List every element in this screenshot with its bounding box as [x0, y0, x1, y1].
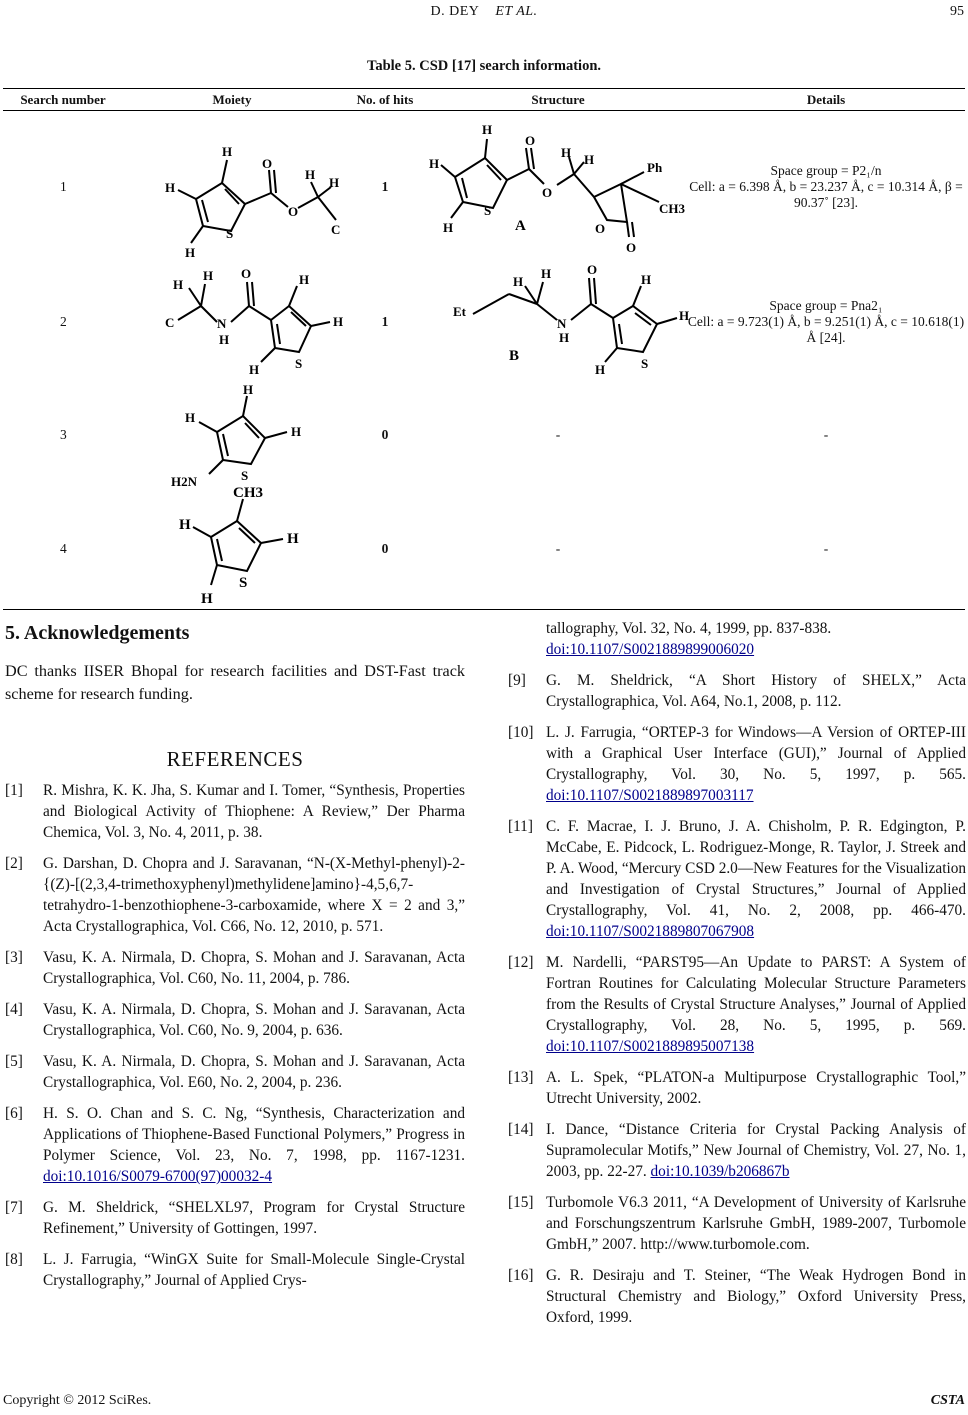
details: - — [823, 540, 829, 556]
svg-text:H: H — [299, 272, 310, 287]
search-number: 1 — [60, 178, 67, 194]
search-number: 2 — [60, 314, 67, 329]
details: Space group = Pna2₁ Cell: a = 9.723(1) Å, b = 9.251(1) Å, c = 10.618(1) Å [24]. — [687, 298, 965, 345]
svg-text:S: S — [484, 202, 492, 218]
svg-text:S: S — [641, 356, 649, 371]
reference-text: Vasu, K. A. Nirmala, D. Chopra, S. Mohan and J. Saravanan, Acta Crystallographica, Vol. C60, No. 9, 2004, p. 636. — [43, 1001, 465, 1039]
reference-item — [5, 1197, 465, 1239]
reference-text: G. Darshan, D. Chopra and J. Saravanan, “N-(X-Methyl-phenyl)-2-{(Z)-[(2,3,4-trimethoxyphenyl)methylidene]amino}-4,5,6,7-tetrahydro-1-benzothiophene-3-carboxamide, where X = 2 and 3,” Acta Crystallographica, Vol. C66, No. 12, 2010, p. 571. — [43, 855, 465, 935]
details: - — [823, 427, 829, 442]
doi-link[interactable]: doi:10.1016/S0079-6700(97)00032-4 — [43, 1168, 273, 1185]
references-heading: REFERENCES — [166, 747, 304, 771]
svg-text:H: H — [165, 179, 176, 195]
reference-text: M. Nardelli, “PARST95—An Update to PARST: A System of Fortran Routines for Calculating Molecular Structure Parameters from the Results of Crystal Structure Analyses,” Journal of Applied Crystallography, Vol. 28, No. 5, 1995, p. 569. — [546, 954, 966, 1034]
running-head: D. DEY ET AL. — [430, 4, 538, 19]
svg-text:C: C — [331, 221, 341, 237]
moiety-3-structure — [123, 382, 341, 488]
svg-text:O: O — [587, 262, 598, 277]
moiety-4-structure — [123, 484, 341, 609]
reference-text: tallography, Vol. 32, No. 4, 1999, pp. 837-838. — [546, 620, 832, 637]
reference-item — [508, 722, 966, 806]
svg-text:H: H — [561, 144, 572, 160]
reference-number: [15] — [508, 1194, 534, 1211]
svg-text:H: H — [333, 314, 344, 329]
reference-number: [5] — [5, 1053, 23, 1070]
reference-number: [7] — [5, 1199, 23, 1216]
col-header-moiety: Moiety — [212, 91, 252, 107]
reference-item — [508, 670, 966, 712]
reference-number: [1] — [5, 782, 23, 799]
reference-item — [5, 999, 465, 1041]
page-number: 95 — [950, 4, 964, 19]
svg-text:H: H — [203, 268, 214, 283]
reference-item — [5, 947, 465, 989]
reference-number: [6] — [5, 1105, 23, 1122]
structure-A — [429, 112, 687, 262]
svg-text:H: H — [222, 143, 233, 159]
journal-abbrev: CSTA — [930, 1393, 965, 1408]
doi-link[interactable]: doi:10.1039/b206867b — [650, 1163, 790, 1180]
reference-item — [546, 618, 966, 660]
structure-cell: - — [555, 427, 561, 442]
col-header-structure: Structure — [531, 91, 585, 107]
structure-cell: - — [555, 540, 561, 556]
reference-text: G. R. Desiraju and T. Steiner, “The Weak Hydrogen Bond in Structural Chemistry and Biology,” Oxford University Press, Oxford, 1999. — [546, 1267, 966, 1326]
right-column — [508, 618, 966, 1338]
label-CH3-moiety: CH3 — [233, 484, 263, 501]
moiety-1-structure — [123, 112, 341, 262]
reference-number: [14] — [508, 1121, 534, 1138]
reference-text: A. L. Spek, “PLATON-a Multipurpose Crystallographic Tool,” Utrecht University, 2002. — [546, 1069, 966, 1107]
svg-text:H: H — [291, 424, 302, 439]
search-number: 4 — [60, 540, 67, 556]
label-A: A — [515, 217, 526, 234]
reference-number: [2] — [5, 855, 23, 872]
reference-item — [508, 952, 966, 1057]
reference-item — [5, 853, 465, 937]
table-caption: Table 5. CSD [17] search information. — [366, 58, 602, 74]
svg-text:H: H — [185, 244, 196, 260]
svg-text:H: H — [443, 219, 454, 235]
svg-text:H: H — [185, 410, 196, 425]
svg-text:H: H — [513, 274, 524, 289]
reference-text: G. M. Sheldrick, “SHELXL97, Program for Crystal Structure Refinement,” University of Gottingen, 1997. — [43, 1199, 465, 1237]
search-number: 3 — [60, 427, 67, 442]
svg-text:O: O — [626, 239, 637, 255]
hits-count: 1 — [381, 314, 389, 329]
svg-text:O: O — [288, 203, 299, 219]
reference-text: Vasu, K. A. Nirmala, D. Chopra, S. Mohan and J. Saravanan, Acta Crystallographica, Vol. E60, No. 2, 2004, p. 236. — [43, 1053, 465, 1091]
reference-item — [508, 1192, 966, 1255]
doi-link[interactable]: doi:10.1107/S0021889897003117 — [546, 787, 754, 804]
structure-image — [429, 262, 690, 382]
reference-number: [16] — [508, 1267, 534, 1284]
svg-text:H: H — [595, 362, 606, 377]
label-Ph: Ph — [647, 159, 663, 175]
structure-image — [429, 112, 687, 262]
moiety-image — [123, 484, 341, 609]
ack-text: DC thanks IISER Bhopal for research facilities and DST-Fast track scheme for research funding. — [5, 662, 465, 703]
hits-count: 1 — [381, 178, 389, 194]
reference-text: H. S. O. Chan and S. C. Ng, “Synthesis, Characterization and Applications of Thiophene-Based Functional Polymers,” Progress in Polymer Science, Vol. 23, No. 7, 1998, pp. 1167-1231. — [43, 1105, 465, 1164]
reference-number: [9] — [508, 672, 526, 689]
reference-number: [12] — [508, 954, 534, 971]
table-row — [3, 484, 965, 610]
reference-number: [10] — [508, 724, 534, 741]
page-footer — [3, 1393, 965, 1409]
reference-text: Vasu, K. A. Nirmala, D. Chopra, S. Mohan and J. Saravanan, Acta Crystallographica, Vol. C60, No. 11, 2004, p. 786. — [43, 949, 465, 987]
reference-item — [508, 1067, 966, 1109]
table-row — [3, 111, 965, 262]
reference-text: I. Dance, “Distance Criteria for Crystal Packing Analysis of Supramolecular Motifs,” New Journal of Chemistry, Vol. 27, No. 1, 2003, pp. 22-27. — [546, 1121, 966, 1180]
label-Et: Et — [453, 304, 466, 319]
col-header-details: Details — [806, 91, 846, 107]
table-header-row — [3, 88, 965, 111]
svg-text:H: H — [305, 166, 316, 182]
svg-text:N: N — [557, 316, 567, 331]
col-header-search-number: Search number — [20, 91, 106, 107]
svg-text:N: N — [217, 316, 227, 331]
svg-text:H: H — [641, 272, 652, 287]
moiety-image — [123, 262, 344, 382]
svg-text:C: C — [165, 315, 175, 330]
copyright: Copyright © 2012 SciRes. — [3, 1393, 152, 1408]
label-H2N: H2N — [171, 474, 197, 489]
moiety-image — [123, 112, 341, 262]
reference-text: Turbomole V6.3 2011, “A Development of University of Karlsruhe and Forschungszentrum Karlsruhe GmbH, 1989-2007, Turbomole GmbH,” 2007. http://www.turbomole.com. — [546, 1194, 966, 1253]
reference-text: R. Mishra, K. K. Jha, S. Kumar and I. Tomer, “Synthesis, Properties and Biological Activity of Thiophene: A Review,” Der Pharma Chemica, Vol. 3, No. 4, 2011, p. 38. — [43, 782, 465, 841]
reference-text: C. F. Macrae, I. J. Bruno, J. A. Chisholm, P. R. Edgington, P. McCabe, E. Pidcock, L. Rodriguez-Monge, R. Taylor, J. Streek and P. A. Wood, “Mercury CSD 2.0—New Features for the Visualization and Investigation of Crystal Structures,” Journal of Applied Crystallography, Vol. 41, No. 2, 2008, pp. 466-470. — [546, 818, 967, 919]
details: Space group = P2₁/n Cell: a = 6.398 Å, b = 23.237 Å, c = 10.314 Å, β = 90.37˚ [23]. — [689, 162, 963, 210]
reference-number: [11] — [508, 818, 533, 835]
doi-link[interactable]: doi:10.1107/S0021889895007138 — [546, 1038, 755, 1055]
reference-text: G. M. Sheldrick, “A Short History of SHELX,” Acta Crystallographica, Vol. A64, No.1, 2008, p. 112. — [546, 672, 966, 710]
reference-item — [508, 816, 966, 942]
svg-text:O: O — [241, 266, 252, 281]
doi-link[interactable]: doi:10.1107/S0021889807067908 — [546, 923, 755, 940]
svg-text:H: H — [482, 121, 493, 137]
csd-search-table — [3, 88, 965, 610]
structure-B — [429, 262, 690, 382]
reference-item — [508, 1265, 966, 1328]
svg-text:H: H — [329, 174, 340, 190]
label-B: B — [509, 348, 520, 364]
svg-text:S: S — [239, 574, 248, 591]
hits-count: 0 — [381, 427, 389, 442]
reference-item — [5, 1249, 465, 1291]
reference-item — [5, 1103, 465, 1187]
svg-text:H: H — [173, 277, 184, 292]
doi-link[interactable]: doi:10.1107/S0021889899006020 — [546, 641, 755, 658]
label-CH3: CH3 — [659, 200, 685, 216]
reference-number: [8] — [5, 1251, 23, 1268]
reference-item — [5, 780, 465, 843]
atom-S: S — [226, 225, 234, 241]
svg-text:O: O — [262, 155, 273, 171]
reference-item — [508, 1119, 966, 1182]
left-column — [5, 618, 465, 1301]
svg-text:H: H — [584, 151, 595, 167]
reference-item — [5, 1051, 465, 1093]
reference-number: [3] — [5, 949, 23, 966]
svg-text:H: H — [249, 362, 260, 377]
moiety-2-structure — [123, 262, 344, 382]
ack-heading: 5. Acknowledgements — [5, 622, 190, 644]
svg-text:H: H — [541, 266, 552, 281]
svg-text:H: H — [429, 155, 440, 171]
svg-text:H: H — [287, 530, 299, 547]
reference-number: [4] — [5, 1001, 23, 1018]
reference-number: [13] — [508, 1069, 534, 1086]
svg-text:S: S — [295, 356, 303, 371]
hits-count: 0 — [381, 540, 389, 556]
svg-text:H: H — [679, 308, 690, 323]
svg-text:O: O — [525, 132, 536, 148]
table-row — [3, 382, 965, 488]
col-header-hits: No. of hits — [356, 91, 414, 107]
svg-text:S: S — [241, 468, 249, 483]
table-row — [3, 262, 965, 382]
svg-text:H: H — [559, 330, 570, 345]
svg-text:O: O — [542, 184, 553, 200]
moiety-image — [123, 382, 341, 488]
svg-text:H: H — [243, 382, 254, 397]
svg-text:H: H — [219, 332, 230, 347]
svg-text:H: H — [201, 590, 213, 607]
reference-text: L. J. Farrugia, “WinGX Suite for Small-Molecule Single-Crystal Crystallography,” Journal of Applied Crys- — [43, 1251, 465, 1289]
reference-text: L. J. Farrugia, “ORTEP-3 for Windows—A Version of ORTEP-III with a Graphical User Interface (GUI),” Journal of Applied Crystallography, Vol. 30, No. 5, 1997, p. 565. — [546, 724, 966, 783]
svg-text:O: O — [595, 220, 606, 236]
page-header — [0, 4, 968, 26]
svg-text:H: H — [179, 516, 191, 533]
